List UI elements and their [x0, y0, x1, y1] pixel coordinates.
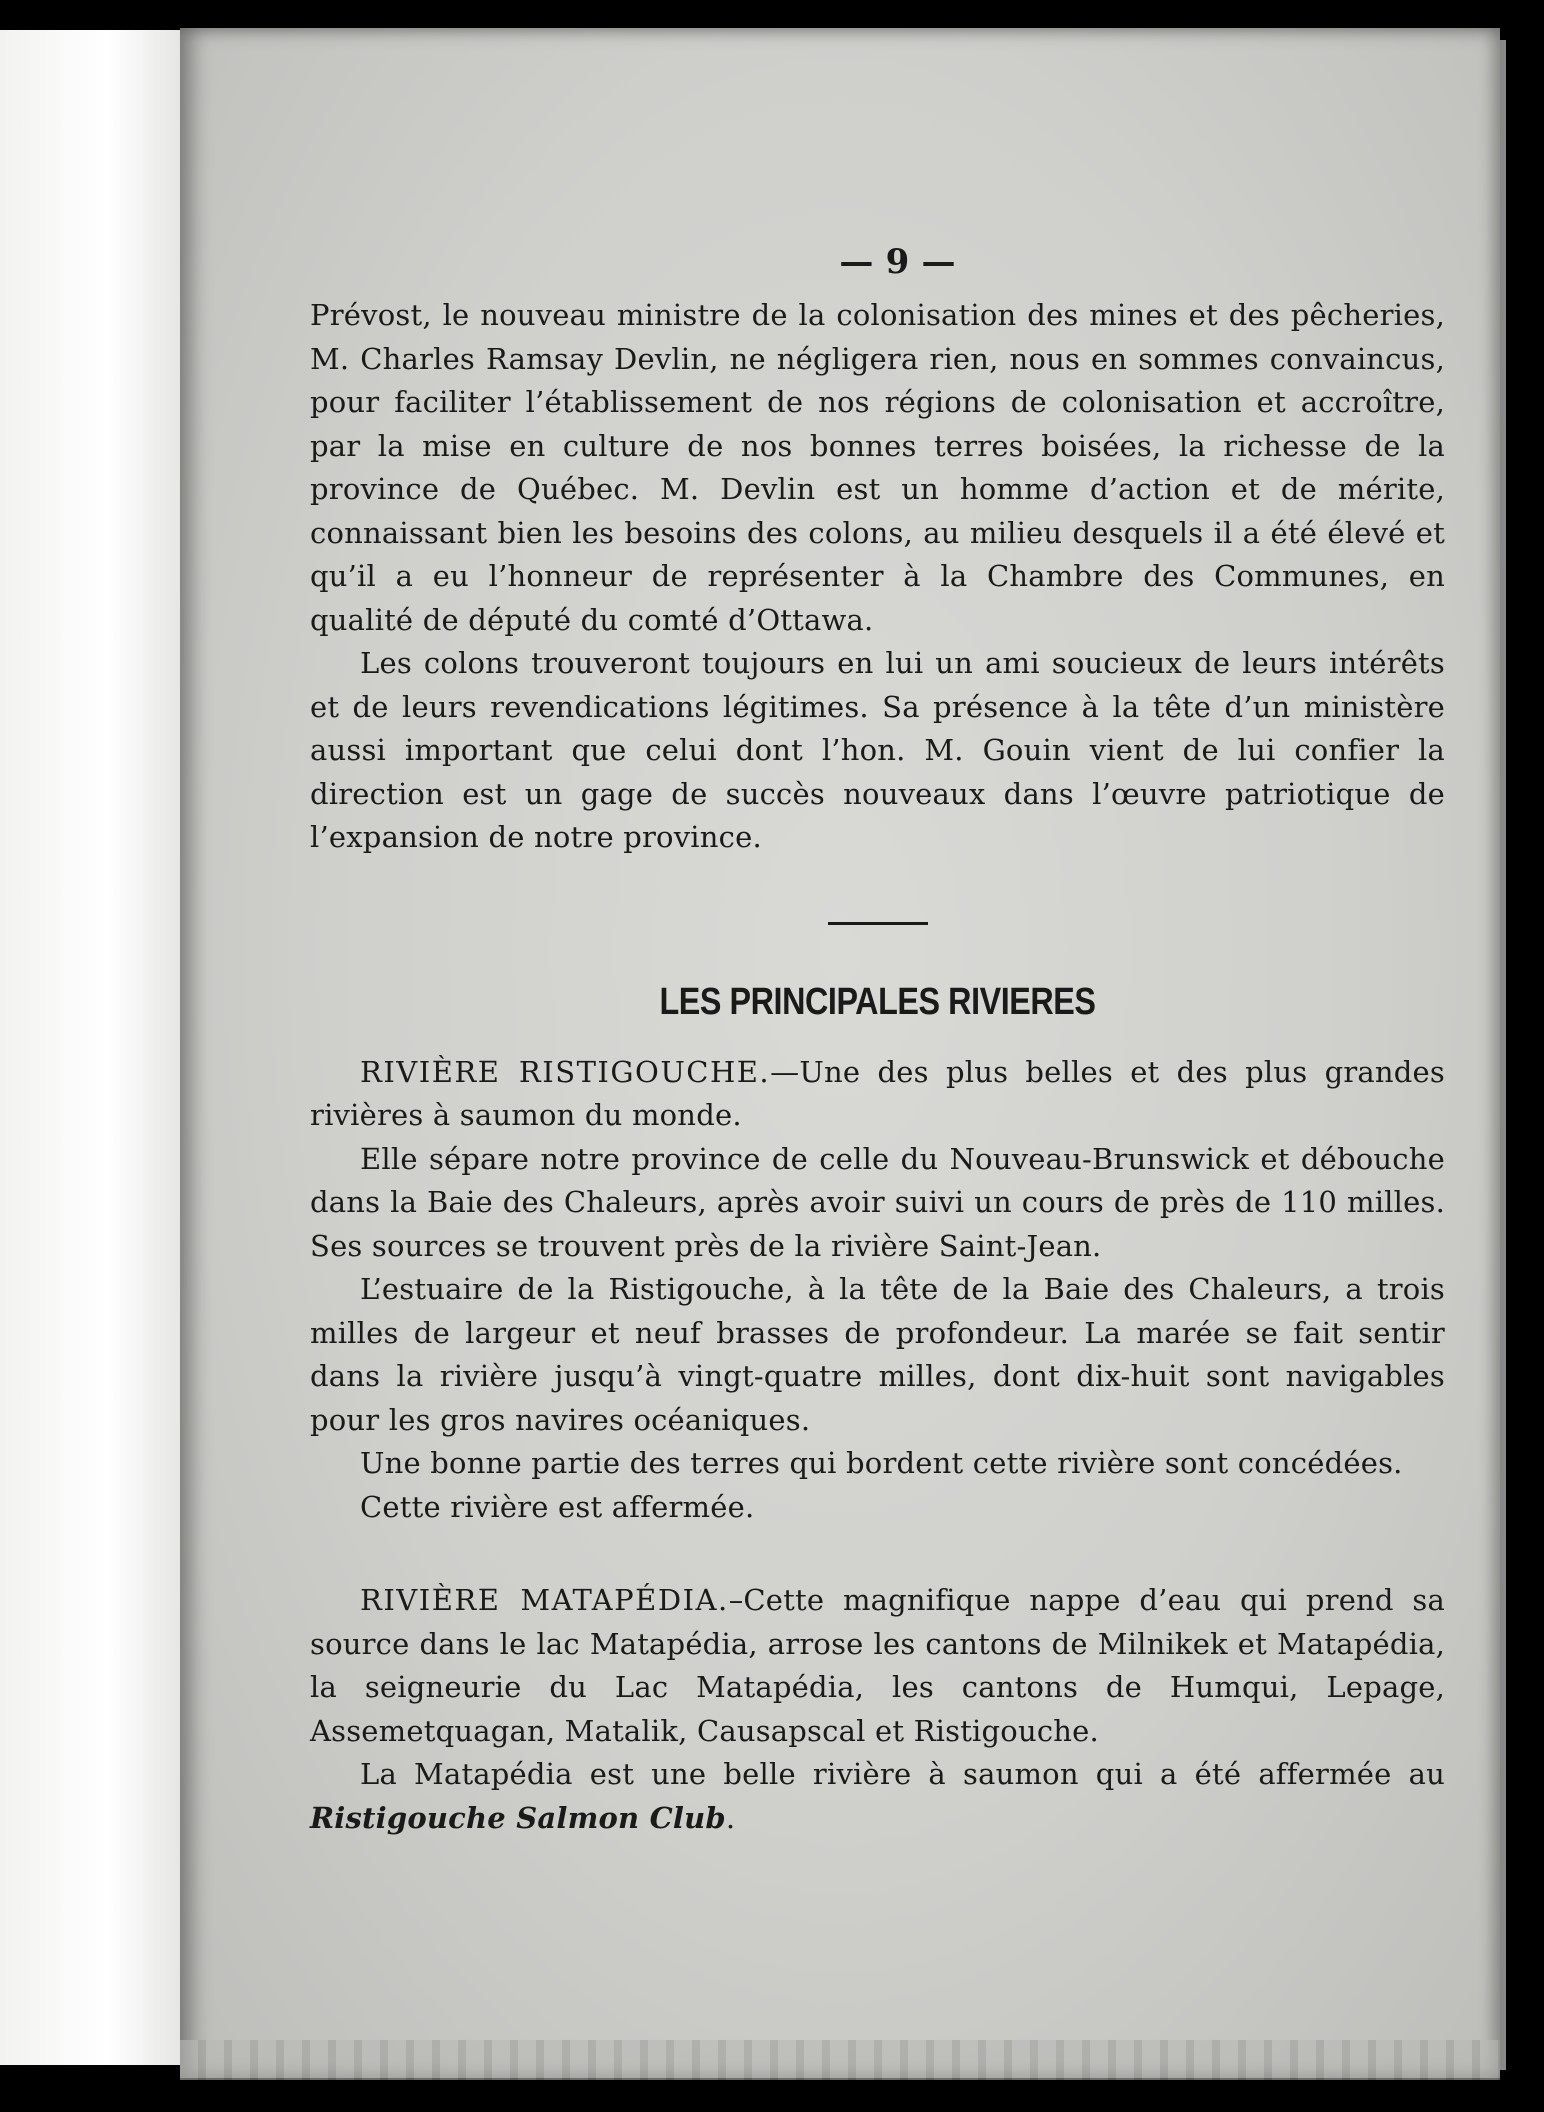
page-bottom-edge — [180, 2040, 1500, 2080]
ristigouche-paragraph-4: Cette rivière est affermée. — [360, 1489, 755, 1524]
ristigouche-intro — [310, 1051, 1445, 1138]
page-edge — [1500, 40, 1506, 2070]
section-gap — [310, 1529, 1445, 1579]
section-heading: LES PRINCIPALES RIVIERES — [659, 980, 1096, 1023]
page-number: — 9 — — [839, 242, 956, 282]
river-name-ristigouche: RIVIÈRE RISTIGOUCHE. — [360, 1054, 771, 1089]
page-content — [310, 240, 1445, 1840]
ristigouche-lead: —Une des plus belles et des plus grandes rivières à saumon du monde. — [310, 1054, 1445, 1132]
matapedia-paragraph-end: . — [725, 1800, 736, 1835]
matapedia-lead: –Cette magnifique nappe d’eau qui prend sa source dans le lac Matapédia, arrose les cantons de Milnikek et Matapédia, la seigneurie du Lac Matapédia, les cantons de Humqui, Lepage, Assemetquagan, Matalik, Causapscal et Ristigouche. — [310, 1583, 1445, 1748]
section-divider — [828, 922, 928, 925]
matapedia-paragraph-main: La Matapédia est une belle rivière à saumon qui a été affermée au — [360, 1757, 1445, 1791]
river-name-matapedia: RIVIÈRE MATAPÉDIA. — [360, 1583, 729, 1617]
ristigouche-paragraph-1: Elle sépare notre province de celle du Nouveau-Brunswick et débouche dans la Baie des Chaleurs, après avoir suivi un cours de près de 110 milles. Ses sources se trouvent près de la rivière Saint-Jean. — [310, 1141, 1445, 1263]
book-spine-left-page — [0, 30, 182, 2065]
matapedia-paragraph — [310, 1753, 1445, 1840]
intro-paragraph-1: Prévost, le nouveau ministre de la colonisation des mines et des pêcheries, M. Charles Ramsay Devlin, ne négligera rien, nous en sommes convaincus, pour faciliter l’établissement de nos régions de colonisation et accroître, par la mise en culture de nos bonnes terres boisées, la richesse de la province de Québec. M. Devlin est un homme d’action et de mérite, connaissant bien les besoins des colons, au milieu desquels il a été élevé et qu’il a eu l’honneur de représenter à la Chambre des Communes, en qualité de député du comté d’Ottawa. — [310, 298, 1445, 637]
intro-paragraph-2: Les colons trouveront toujours en lui un ami soucieux de leurs intérêts et de leurs revendications légitimes. Sa présence à la tête d’un ministère aussi important que celui dont l’hon. M. Gouin vient de lui confier la direction est un gage de succès nouveaux dans l’œuvre patriotique de l’expansion de notre province. — [310, 646, 1445, 854]
ristigouche-paragraph-2: L’estuaire de la Ristigouche, à la tête de la Baie des Chaleurs, a trois milles de largeur et neuf brasses de profondeur. La marée se fait sentir dans la rivière jusqu’à vingt-quatre milles, dont dix-huit sont navigables pour les gros navires océaniques. — [310, 1272, 1445, 1437]
matapedia-intro — [310, 1579, 1445, 1753]
ristigouche-paragraph-3: Une bonne partie des terres qui bordent cette rivière sont concédées. — [360, 1446, 1403, 1480]
salmon-club-name: Ristigouche Salmon Club — [310, 1800, 726, 1835]
